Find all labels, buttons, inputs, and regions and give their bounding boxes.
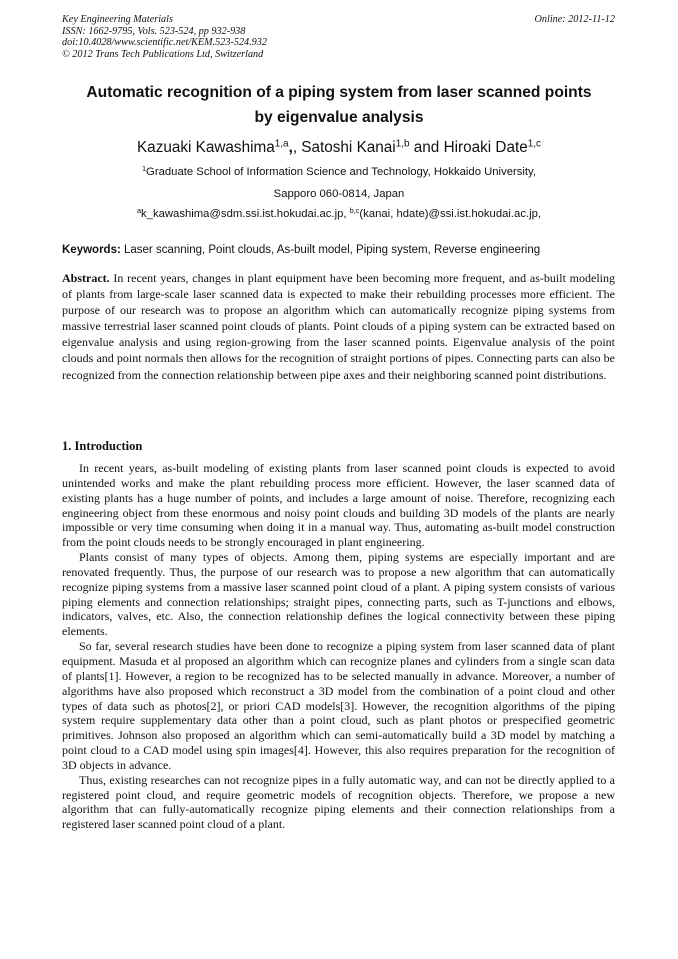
doi-line: doi:10.4028/www.scientific.net/KEM.523-524.932 — [62, 37, 267, 49]
author-2-affil: 1,b — [395, 138, 410, 150]
author-1: Kazuaki Kawashima — [136, 139, 275, 156]
keywords — [62, 243, 622, 257]
paragraph: In recent years, as-built modeling of existing plants from laser scanned point clouds is expected to avoid unintended works and make the plant rebuilding process more efficient. However, the laser scanned data of existing plants has a huge number of points, and includes a large amount of noise. Therefore, recognizing each engineering object from these enormous and noisy point clouds and building 3D models of the plants are nearly impossible or very time consuming when doing it in a manual way. Thus, automating as-built model construction from the point clouds needs to be strongly encouraged in plant engineering. — [62, 461, 615, 550]
affiliation-line-1 — [40, 165, 638, 179]
affiliation-text: Graduate School of Information Science and Technology, Hokkaido University, — [146, 166, 537, 178]
abstract — [62, 270, 615, 383]
keywords-label: Keywords: — [62, 244, 121, 256]
title-line-1: Automatic recognition of a piping system from laser scanned points — [86, 84, 592, 101]
author-3: and Hiroaki Date — [409, 139, 528, 156]
paragraph: Plants consist of many types of objects. Among them, piping systems are especially important and are renovated frequently. Thus, the purpose of our research was to propose a new algorithm that can automatically recognize piping systems from a massive laser scanned point cloud of a plant. A piping system consists of various piping elements and connection relationships; straight pipes, connecting parts, such as T-junctions and elbows, indicators, valves, etc. Also, the connection relationship defines the logical connectivity between these piping elements. — [62, 550, 615, 639]
email-a: k_kawashima@sdm.ssi.ist.hokudai.ac.jp, — [141, 208, 350, 220]
paragraph: Thus, existing researches can not recognize pipes in a fully automatic way, and can not be directly applied to a registered point cloud, and require geometric models of recognition objects. Therefore, we propose a new algorithm that can fully-automatically recognize piping elements and their connection relationships from a registered laser scanned point cloud of a plant. — [62, 772, 615, 832]
copyright-line: © 2012 Trans Tech Publications Ltd, Switzerland — [62, 48, 264, 60]
affiliation-marker: 1 — [141, 163, 147, 173]
journal-header — [62, 14, 615, 60]
paragraph: So far, several research studies have been done to recognize a piping system from laser scanned data of plant equipment. Masuda et al proposed an algorithm which can recognize planes and cylinders from a single scan data of plants[1]. However, a region to be recognized has to be selected manually in advance. Moreover, a number of algorithms have also proposed which reconstruct a 3D model from the combination of a point cloud and other types of data such as photos[2], or priori CAD models[3]. However, the recognition algorithms of the piping system require supplementary data other than a point cloud, such as plant photos or prespecified geometric primitives. Johnson also proposed an algorithm which can semi-automatically build a 3D model by matching a point cloud to a CAD model using spin images[4]. However, this also requires preparation for the recognition of 3D objects in advance. — [62, 639, 615, 772]
abstract-text: In recent years, changes in plant equipment have been becoming more frequent, and as-built modeling of plants from large-scale laser scanned data is expected to make their rebuilding processes more efficient. The purpose of our research was to propose an algorithm which can automatically recognize piping systems from massive terrestrial laser scanned point clouds of plants. Point clouds of a piping system can be extracted based on eigenvalue analysis and using region-growing from the laser scanned points. Eigenvalue analysis of the point clouds and point normals then allows for the recognition of straight portions of pipes. Connecting parts can also be recognized from the connection relationship between pipe axes and their neighboring scanned point distributions. — [62, 271, 615, 382]
email-bc: (kanai, hdate)@ssi.ist.hokudai.ac.jp, — [359, 208, 542, 220]
email-marker-bc: b,c — [349, 205, 360, 215]
email-marker-a: a — [136, 205, 142, 215]
author-1-affil: 1,a — [274, 138, 289, 150]
section-heading-introduction: 1. Introduction — [62, 439, 143, 453]
introduction-body — [62, 461, 615, 832]
author-2: , Satoshi Kanai — [292, 139, 396, 156]
abstract-label: Abstract. — [62, 271, 110, 285]
issn-line: ISSN: 1662-9795, Vols. 523-524, pp 932-938 — [62, 25, 246, 37]
affiliation-line-2: Sapporo 060-0814, Japan — [273, 188, 405, 200]
paper-title — [40, 80, 638, 130]
author-list: Kazuaki Kawashima$^{1,a}$,, Satoshi Kanai$^{1,b}$ and Hiroaki Date$^{1,c}$ — [136, 138, 541, 156]
title-line-2: by eigenvalue analysis — [254, 109, 424, 126]
journal-name: Key Engineering Materials — [62, 14, 173, 25]
email-line — [40, 207, 638, 221]
online-date: Online: 2012-11-12 — [534, 14, 615, 25]
keywords-text: Laser scanning, Point clouds, As-built model, Piping system, Reverse engineering — [120, 244, 541, 256]
author-3-affil: 1,c — [527, 138, 541, 150]
